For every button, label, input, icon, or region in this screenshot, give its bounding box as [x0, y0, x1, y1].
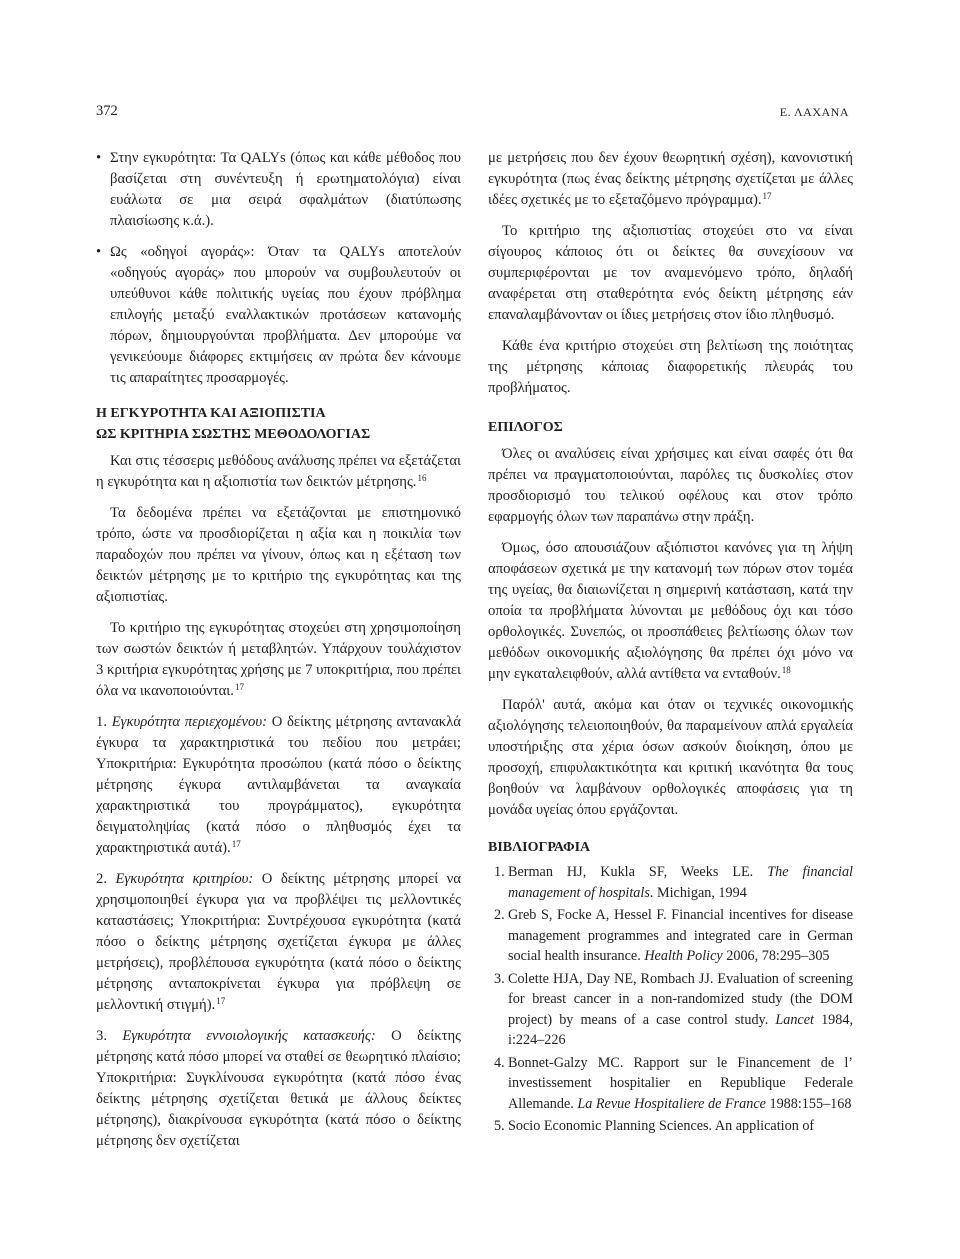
reference-item: 1. Berman HJ, Kukla SF, Weeks LE. The financial management of hospitals. Michigan, 1994	[494, 864, 853, 901]
section-heading	[96, 403, 461, 445]
bullet-list	[96, 148, 461, 389]
footnote-ref: 16	[417, 473, 427, 483]
reference-item: 2. Greb S, Focke A, Hessel F. Financial incentives for disease management programmes and integrated care in German social health insurance. Health Policy 2006, 78:295–305	[494, 907, 853, 964]
numbered-item: 1. Εγκυρότητα περιεχομένου: Ο δείκτης μέτρησης αντανακλά έγκυρα τα χαρακτηριστικά του πεδίου που μετράει; Υποκριτήρια: Εγκυρότητα προσώπου (κατά πόσο ο δείκτης μέτρησης έγκυρα αντιλαμβάνεται τα αναγκαία χαρακτηριστικά του προγράμματος), εγκυρότητα δειγματοληψίας (κατά πόσο ο πληθυσμός έχει τα χαρακτηριστικά αυτά).$^{17}$	[96, 714, 462, 856]
reference-item: 5. Socio Economic Planning Sciences. An application of	[494, 1118, 815, 1134]
heading-line-1: Η ΕΓΚΥΡΟΤΗΤΑ ΚΑΙ ΑΞΙΟΠΙΣΤΙΑ	[96, 406, 326, 421]
numbered-item: 2. Εγκυρότητα κριτηρίου: Ο δείκτης μέτρησης μπορεί να χρησιμοποιηθεί έγκυρα για να προβλέψει τις μελλοντικές καταστάσεις; Υποκριτήρια: Συντρέχουσα εγκυρότητα (κατά πόσο ο δείκτης μέτρησης σχετίζεται έγκυρα με άλλες μετρήσεις), προβλέπουσα εγκυρότητα (κατά πόσο ο δείκτης μέτρησης ανταποκρίνεται έγκυρα για πρόβλεψη σε μελλοντική στιγμή).$^{17}$	[96, 871, 461, 1013]
footnote-ref: 17	[762, 191, 772, 201]
bibliography-list	[488, 862, 853, 1137]
page-number: 372	[96, 103, 118, 119]
paragraph: Το κριτήριο της εγκυρότητας στοχεύει στη χρησιμοποίηση των σωστών δεικτών ή μεταβλητών. Υπάρχουν τουλάχιστον 3 κριτήρια εγκυρότητας χρήσης με 7 υποκριτήρια, που πρέπει όλα να ικανοποιούνται.$^{17}$	[96, 620, 461, 699]
footnote-ref: 17	[231, 839, 241, 849]
reference-item: 4. Bonnet-Galzy MC. Rapport sur le Financement de l’ investissement hospitalier en Republique Federale Allemande. La Revue Hospitaliere de France 1988:155–168	[494, 1054, 853, 1112]
reference-item: 3. Colette HJA, Day NE, Rombach JJ. Evaluation of screening for breast cancer in a non-randomized study (the DOM project) by means of a case control study. Lancet 1984, i:224–226	[494, 970, 853, 1048]
paragraph: Κάθε ένα κριτήριο στοχεύει στη βελτίωση της ποιότητας της μέτρησης κάποιας διαφορετικής πλευράς του προβλήματος.	[488, 338, 853, 396]
heading-line-2: ΩΣ ΚΡΙΤΗΡΙΑ ΣΩΣΤΗΣ ΜΕΘΟΔΟΛΟΓΙΑΣ	[96, 427, 371, 442]
bullet-validity: • Στην εγκυρότητα: Τα QALYs (όπως και κάθε μέθοδος που βασίζεται στη συνέντευξη ή ερωτηματολόγια) είναι ευάλωτα σε μια σειρά σφαλμάτων (διατύπωσης πλαισίωσης κ.ά.).	[96, 148, 461, 232]
left-column	[96, 148, 461, 1162]
item-title: Εγκυρότητα κριτηρίου:	[115, 871, 254, 887]
bibliography-heading: ΒΙΒΛΙΟΓΡΑΦΙΑ	[488, 840, 591, 855]
right-column	[488, 148, 853, 1139]
numbered-item: 3. Εγκυρότητα εννοιολογικής κατασκευής: Ο δείκτης μέτρησης κατά πόσο μπορεί να σταθεί σε θεωρητικό πλαίσιο; Υποκριτήρια: Συγκλίνουσα εγκυρότητα (κατά πόσο ένας δείκτης μέτρησης σχετίζεται θετικά με άλλους δείκτες μέτρησης), διακρίνουσα εγκυρότητα (κατά πόσο ο δείκτης μέτρησης δεν σχετίζεται	[96, 1028, 461, 1149]
footnote-ref: 17	[216, 996, 226, 1006]
footnote-ref: 17	[234, 682, 244, 692]
paragraph: Και στις τέσσερις μεθόδους ανάλυσης πρέπει να εξετάζεται η εγκυρότητα και η αξιοπιστία των δεικτών μέτρησης.$^{16}$	[96, 453, 461, 490]
paragraph: Όλες οι αναλύσεις είναι χρήσιμες και είναι σαφές ότι θα πρέπει να πραγματοποιούνται, παρόλες τις δυσκολίες στον προσδιορισμό του τελικού οφέλους και στον τρόπο εφαρμογής όλων των παραπάνω στην πράξη.	[488, 446, 853, 525]
epilogue-heading: ΕΠΙΛΟΓΟΣ	[488, 420, 563, 435]
paragraph: Τα δεδομένα πρέπει να εξετάζονται με επιστημονικό τρόπο, ώστε να προσδιορίζεται η αξία και η ποικιλία των παραδοχών που πρέπει να γίνουν, όπως και η εξέταση των δεικτών μέτρησης με το κριτήριο της εγκυρότητας και της αξιοπιστίας.	[96, 505, 461, 605]
item-title: Εγκυρότητα εννοιολογικής κατασκευής:	[122, 1028, 376, 1044]
paragraph: Παρόλ' αυτά, ακόμα και όταν οι τεχνικές οικονομικής αξιολόγησης τελειοποιηθούν, θα παραμείνουν απλά εργαλεία υποστήριξης στα χέρια όσων ασκούν διοίκηση, όπου με προσοχή, επιφυλακτικότητα και κριτική ικανότητα θα τους βοηθούν να λαμβάνουν ορθολογικές αποφάσεις για τη μονάδα υγείας όπου εργάζονται.	[488, 697, 853, 818]
paragraph-continued: με μετρήσεις που δεν έχουν θεωρητική σχέση), κανονιστική εγκυρότητα (πως ένας δείκτης μέτρησης σχετίζεται με άλλες ιδέες σχετικές με το εξεταζόμενο πρόγραμμα).$^{17}$	[488, 150, 853, 208]
item-title: Εγκυρότητα περιεχομένου:	[111, 714, 268, 730]
footnote-ref: 18	[781, 665, 791, 675]
running-head: Ε. ΛΑΧΑΝΑ	[779, 105, 849, 119]
paragraph: Το κριτήριο της αξιοπιστίας στοχεύει στο να είναι σίγουρος κάποιος ότι οι δείκτες θα συνεχίσουν να συμπεριφέρονται με τον αναμενόμενο τρόπο, δηλαδή αναφέρεται στη σταθερότητα ενός δείκτη μέτρησης εάν επαναλαμβάνονταν οι ίδιες μετρήσεις στον ίδιο πληθυσμό.	[488, 223, 853, 323]
bullet-market-guides: • Ως «οδηγοί αγοράς»: Όταν τα QALYs αποτελούν «οδηγούς αγοράς» που μπορούν να συμβουλευτούν οι υπεύθυνοι κάθε πολιτικής υγείας που έχουν πρόβλημα επιλογής μεταξύ εναλλακτικών προτάσεων κατανομής πόρων, δημιουργούνται προβλήματα. Δεν μπορούμε να γενικεύουμε διάφορες εκτιμήσεις αν πρώτα δεν κάνουμε τις απαραίτητες προσαρμογές.	[96, 242, 461, 389]
paragraph: Όμως, όσο απουσιάζουν αξιόπιστοι κανόνες για τη λήψη αποφάσεων σχετικά με την κατανομή των πόρων στον τομέα της υγείας, θα διαιωνίζεται η σημερινή κατάσταση, κατά την οποία τα προβλήματα λύνονται με μεθόδους όχι και τόσο ορθολογικές. Συνεπώς, οι προσπάθειες βελτίωσης όλων των μεθόδων οικονομικής αξιολόγησης θα πρέπει όχι μόνο να μην εγκαταλειφθούν, αλλά αντίθετα να ενταθούν.$^{18}$	[488, 540, 853, 682]
